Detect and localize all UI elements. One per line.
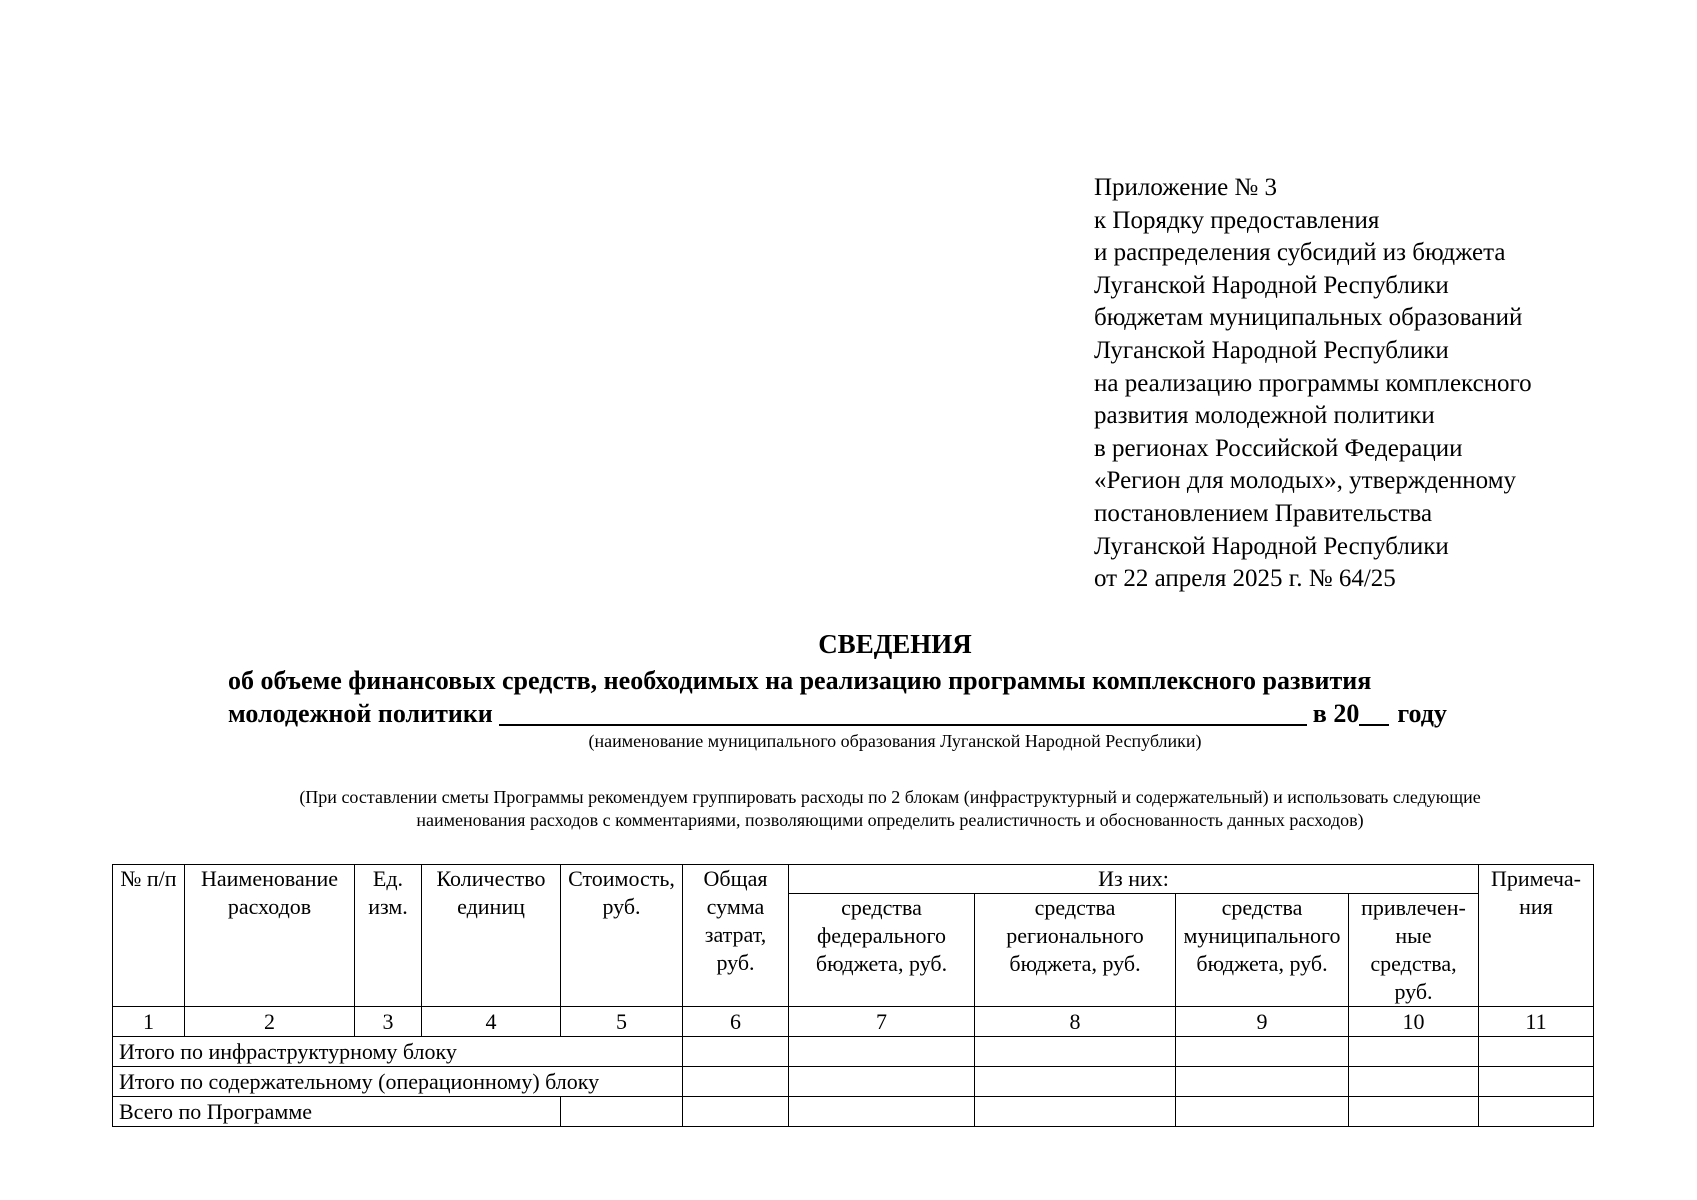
document-subtitle: об объеме финансовых средств, необходимых на реализацию программы комплексного развития [228,666,1372,695]
table-cell [1479,1097,1594,1127]
table-cell [683,1037,789,1067]
table-cell [683,1067,789,1097]
table-cell [1176,1037,1349,1067]
municipality-caption: (наименование муниципального образования Луганской Народной Республики) [588,731,1202,751]
appendix-line: и распределения субсидий из бюджета [1094,239,1506,267]
note-line: наименования расходов с комментариями, позволяющими определить реалистичность и обоснованность данных расходов) [416,810,1364,830]
appendix-line: бюджетам муниципальных образований [1094,304,1523,332]
header-of-them: Из них: [789,865,1479,894]
header-qty: Количество единиц [422,865,561,1007]
appendix-line: Луганской Народной Республики [1094,336,1449,364]
header-federal: средства федерального бюджета, руб. [789,894,975,1007]
table-row [113,1067,1594,1097]
row-label-total: Всего по Программе [113,1097,561,1127]
note-line: (При составлении сметы Программы рекомендуем группировать расходы по 2 блокам (инфраструктурный и содержательный) и использовать следующие [299,787,1481,807]
table-cell [1349,1037,1479,1067]
appendix-block [1094,172,1532,596]
document-subtitle-line2 [228,698,1447,730]
header-cost: Стоимость, руб. [561,865,683,1007]
document-title: СВЕДЕНИЯ [818,629,972,659]
table-cell [1176,1097,1349,1127]
subtitle-line2-end: году [1397,699,1447,728]
column-number: 3 [355,1007,422,1037]
appendix-line: Луганской Народной Республики [1094,532,1449,560]
table-cell [789,1097,975,1127]
header-num: № п/п [113,865,185,1007]
table-cell [789,1037,975,1067]
table-cell [683,1097,789,1127]
column-number: 11 [1479,1007,1594,1037]
year-prefix: в 20 [1312,699,1360,728]
table-cell [1479,1037,1594,1067]
column-number: 9 [1176,1007,1349,1037]
column-number: 2 [185,1007,355,1037]
column-number: 5 [561,1007,683,1037]
instruction-note [0,786,1697,832]
appendix-line: от 22 апреля 2025 г. № 64/25 [1094,565,1396,593]
subtitle-line2-start: молодежной политики [228,699,493,728]
municipality-blank [499,698,1307,726]
table-row [113,1097,1594,1127]
appendix-line: развития молодежной политики [1094,402,1435,430]
table-cell [975,1037,1176,1067]
row-label-content: Итого по содержательному (операционному) блоку [113,1067,683,1097]
table-cell [1479,1067,1594,1097]
year-blank [1359,698,1389,726]
header-attracted: привлечен-ные средства, руб. [1349,894,1479,1007]
appendix-line: «Регион для молодых», утвержденному [1094,467,1517,495]
expenses-table [112,864,1594,1127]
appendix-line: Приложение № 3 [1094,174,1278,201]
header-regional: средства регионального бюджета, руб. [975,894,1176,1007]
table-cell [1176,1067,1349,1097]
table-cell [1349,1067,1479,1097]
table-row [113,1037,1594,1067]
table-cell [975,1067,1176,1097]
table-cell [561,1097,683,1127]
table-cell [789,1067,975,1097]
header-total: Общая сумма затрат, руб. [683,865,789,1007]
column-number: 8 [975,1007,1176,1037]
appendix-line: в регионах Российской Федерации [1094,434,1463,462]
table-cell [975,1097,1176,1127]
column-number: 1 [113,1007,185,1037]
table-cell [1349,1097,1479,1127]
column-number: 10 [1349,1007,1479,1037]
header-municipal: средства муниципального бюджета, руб. [1176,894,1349,1007]
header-unit: Ед. изм. [355,865,422,1007]
row-label-infra: Итого по инфраструктурному блоку [113,1037,683,1067]
column-number: 6 [683,1007,789,1037]
column-number: 4 [422,1007,561,1037]
appendix-line: к Порядку предоставления [1094,206,1380,234]
appendix-line: постановлением Правительства [1094,499,1433,527]
appendix-line: Луганской Народной Республики [1094,271,1449,299]
column-number: 7 [789,1007,975,1037]
header-name: Наименование расходов [185,865,355,1007]
appendix-line: на реализацию программы комплексного [1094,369,1532,397]
header-notes: Примеча-ния [1479,865,1594,1007]
